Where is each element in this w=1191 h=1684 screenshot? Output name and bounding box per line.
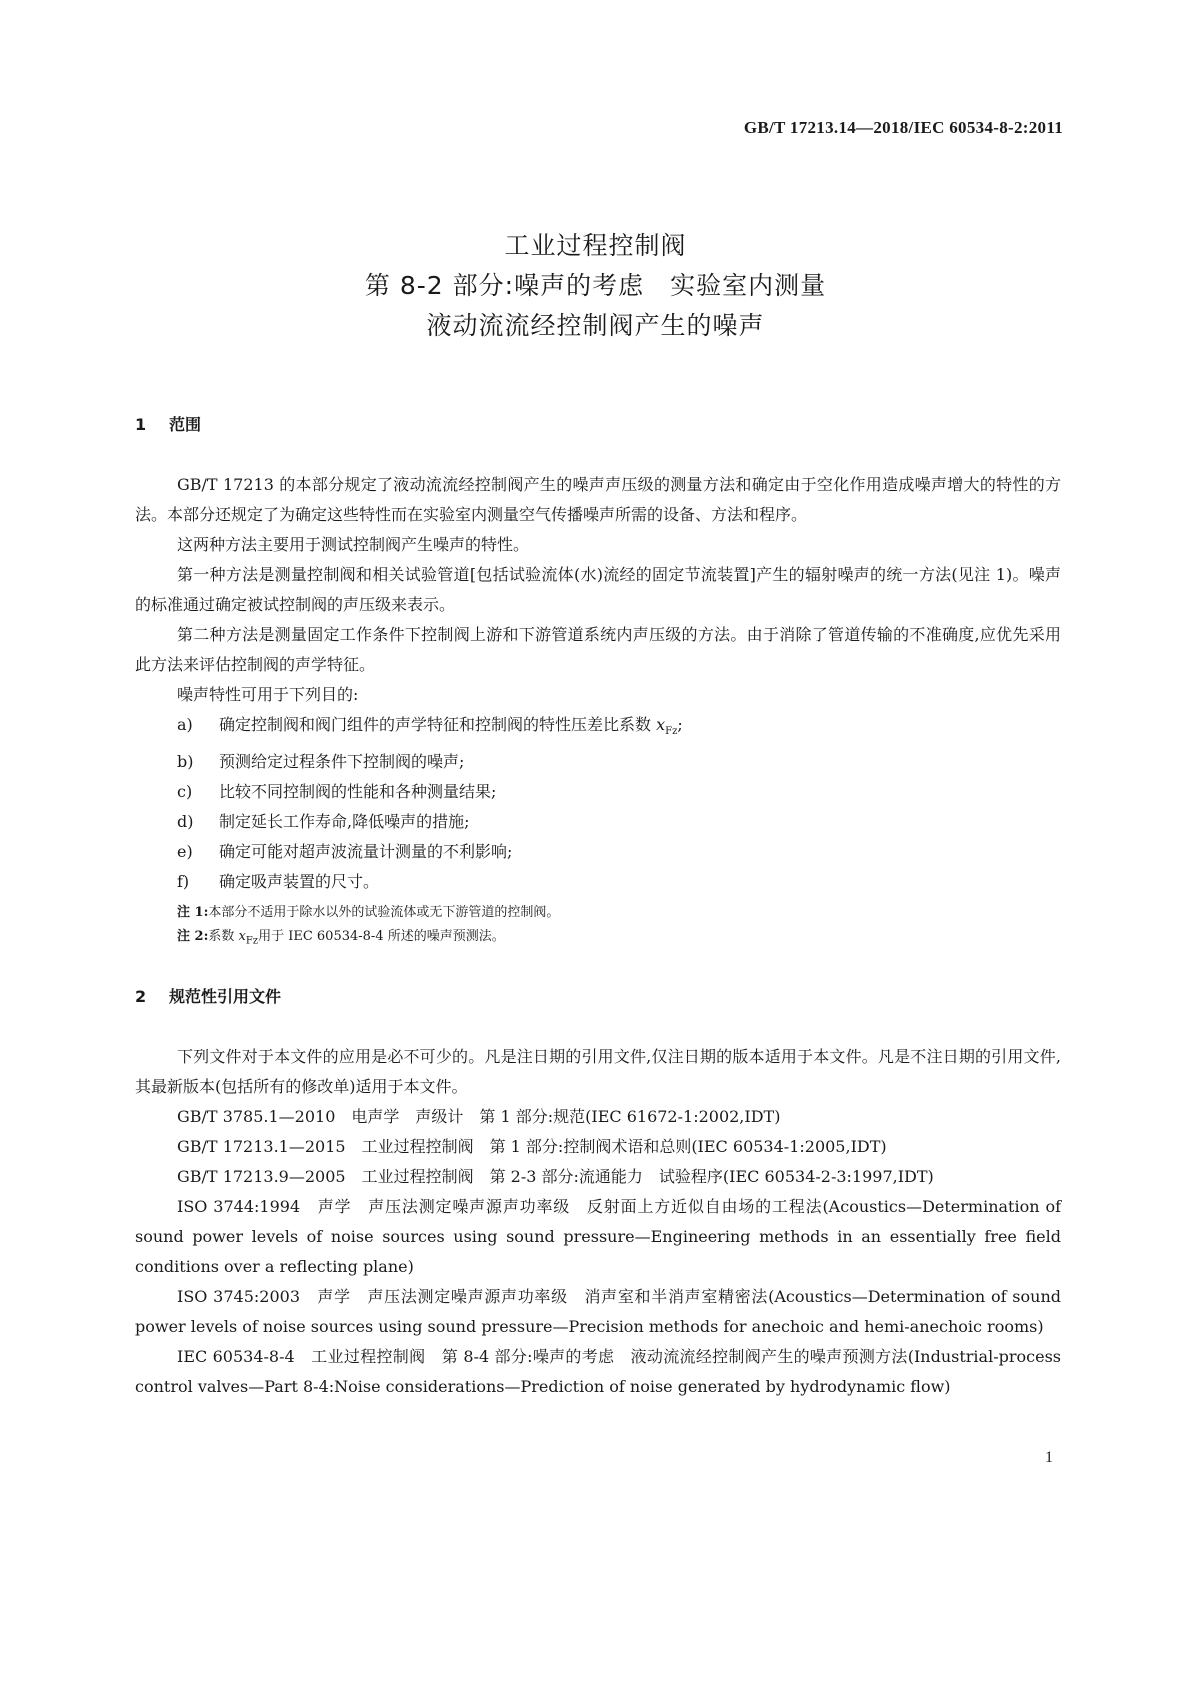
title-line-3: 液动流流经控制阀产生的噪声 (426, 311, 765, 340)
list-marker: e) (177, 842, 193, 862)
document-body (135, 410, 1061, 1402)
paragraph: 噪声特性可用于下列目的: (177, 685, 359, 704)
list-item (135, 710, 1061, 747)
list-item (135, 867, 1061, 897)
document-title (0, 226, 1191, 346)
list-item (135, 837, 1061, 867)
reference-entry: ISO 3745:2003 声学 声压法测定噪声源声功率级 消声室和半消声室精密法(Acoustics—Determination of sound power levels of noise sources using sound pressure—Precision methods for anechoic and hemi-anechoic rooms) (135, 1286, 1061, 1336)
symbol: x (656, 715, 666, 734)
section-2-heading (135, 982, 1061, 1012)
note-label: 注 1: (177, 905, 209, 921)
list-item (135, 777, 1061, 807)
page-number: 1 (1045, 1449, 1053, 1466)
section-title: 范围 (169, 415, 202, 434)
note-text-tail: 用于 IEC 60534-8-4 所述的噪声预测法。 (258, 929, 505, 945)
notes (135, 901, 1061, 954)
reference-entry: GB/T 17213.1—2015 工业过程控制阀 第 1 部分:控制阀术语和总则(IEC 60534-1:2005,IDT) (177, 1136, 887, 1156)
list-text: 比较不同控制阀的性能和各种测量结果; (219, 782, 497, 802)
list-text-tail: ; (677, 715, 683, 734)
list-marker: b) (177, 752, 194, 772)
list-marker: f) (177, 872, 190, 892)
list-text: 确定控制阀和阀门组件的声学特征和控制阀的特性压差比系数 (219, 715, 657, 734)
reference-entry: GB/T 17213.9—2005 工业过程控制阀 第 2-3 部分:流通能力 试验程序(IEC 60534-2-3:1997,IDT) (177, 1166, 934, 1186)
note-2 (135, 925, 1061, 954)
paragraph: 第一种方法是测量控制阀和相关试验管道[包括试验流体(水)流经的固定节流装置]产生的辐射噪声的统一方法(见注 1)。噪声的标准通过确定被试控制阀的声压级来表示。 (135, 565, 1061, 614)
section-number: 1 (135, 415, 147, 434)
title-line-1: 工业过程控制阀 (504, 231, 687, 260)
subscript: Fz (665, 726, 678, 738)
paragraph: 下列文件对于本文件的应用是必不可少的。凡是注日期的引用文件,仅注日期的版本适用于本文件。凡是不注日期的引用文件,其最新版本(包括所有的修改单)适用于本文件。 (135, 1046, 1061, 1096)
list-marker: d) (177, 812, 194, 832)
note-1 (135, 901, 1061, 925)
reference-entry: GB/T 3785.1—2010 电声学 声级计 第 1 部分:规范(IEC 61672-1:2002,IDT) (177, 1106, 781, 1126)
paragraph: GB/T 17213 的本部分规定了液动流流经控制阀产生的噪声声压级的测量方法和确定由于空化作用造成噪声增大的特性的方法。本部分还规定了为确定这些特性而在实验室内测量空气传播噪声所需的设备、方法和程序。 (135, 475, 1061, 524)
section-1-heading (135, 410, 1061, 440)
list-text: 制定延长工作寿命,降低噪声的措施; (219, 812, 470, 832)
list-text: 确定可能对超声波流量计测量的不利影响; (219, 842, 513, 862)
paragraph: 这两种方法主要用于测试控制阀产生噪声的特性。 (177, 535, 530, 554)
subscript: Fz (245, 935, 259, 947)
reference-entry: ISO 3744:1994 声学 声压法测定噪声源声功率级 反射面上方近似自由场的工程法(Acoustics—Determination of sound power levels of noise sources using sound pressure—Engineering methods in an essentially free field conditions over a reflecting plane) (135, 1196, 1061, 1276)
standard-code: GB/T 17213.14—2018/IEC 60534-8-2:2011 (743, 118, 1063, 137)
section-title: 规范性引用文件 (169, 986, 282, 1006)
list-marker: c) (177, 782, 193, 802)
symbol: x (238, 929, 246, 945)
reference-entry: IEC 60534-8-4 工业过程控制阀 第 8-4 部分:噪声的考虑 液动流流经控制阀产生的噪声预测方法(Industrial-process control valves—Part 8-4:Noise considerations—Prediction of noise generated by hydrodynamic flow) (135, 1346, 1061, 1396)
list-text: 预测给定过程条件下控制阀的噪声; (219, 752, 465, 772)
list-text: 确定吸声装置的尺寸。 (219, 872, 380, 892)
list-item (135, 747, 1061, 777)
list-marker: a) (177, 715, 193, 734)
paragraph: 第二种方法是测量固定工作条件下控制阀上游和下游管道系统内声压级的方法。由于消除了管道传输的不准确度,应优先采用此方法来评估控制阀的声学特征。 (135, 625, 1061, 674)
note-label: 注 2: (177, 929, 209, 945)
note-text: 系数 (208, 929, 239, 945)
list-item (135, 807, 1061, 837)
note-text: 本部分不适用于除水以外的试验流体或无下游管道的控制阀。 (208, 905, 560, 921)
title-line-2: 第 8-2 部分:噪声的考虑 实验室内测量 (364, 271, 827, 300)
section-number: 2 (135, 986, 147, 1006)
